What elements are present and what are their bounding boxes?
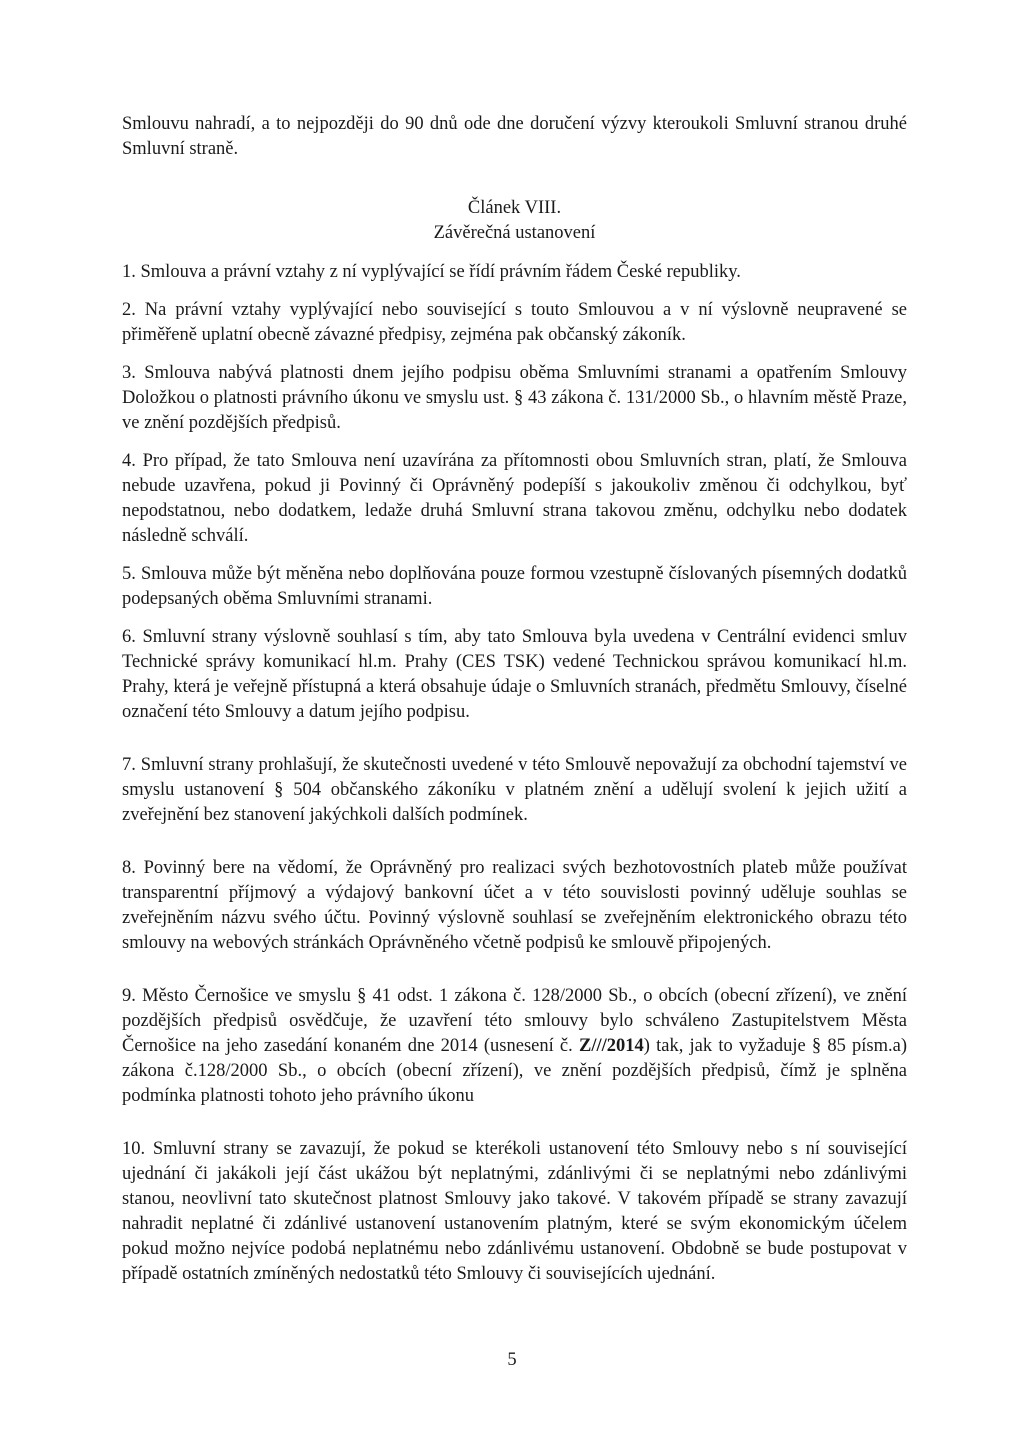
clause-6: 6. Smluvní strany výslovně souhlasí s tím, aby tato Smlouva byla uvedena v Centrální evidenci smluv Technické správy komunikací hl.m. Prahy (CES TSK) vedené Technickou správou komunikací hl.m. Prahy, která je veřejně přístupná a která obsahuje údaje o Smluvních stranách, předmětu Smlouvy, číselné označení této Smlouvy a datum jejího podpisu. bbox=[122, 627, 907, 722]
clause-9 bbox=[122, 984, 907, 1109]
article-title: Závěrečná ustanovení bbox=[433, 223, 596, 243]
clause-1: 1. Smlouva a právní vztahy z ní vyplývající se řídí právním řádem České republiky. bbox=[122, 262, 741, 282]
clause-2: 2. Na právní vztahy vyplývající nebo související s touto Smlouvou a v ní výslovně neupravené se přiměřeně uplatní obecně závazné předpisy, zejména pak občanský zákoník. bbox=[122, 300, 907, 345]
clause-8: 8. Povinný bere na vědomí, že Oprávněný pro realizaci svých bezhotovostních plateb může používat transparentní příjmový a výdajový bankovní účet a v této souvislosti povinný uděluje souhlas se zveřejněním názvu svého účtu. Povinný výslovně souhlasí se zveřejněním elektronického obrazu této smlouvy na webových stránkách Oprávněného včetně podpisů ke smlouvě připojených. bbox=[122, 858, 907, 953]
clause-9-text-after: ) tak, jak to vyžaduje § 85 písm.a) zákona č.128/2000 Sb., o obcích (obecní zřízení), ve znění pozdějších předpisů, čímž je splněna podmínka platnosti tohoto jeho právního úkonu bbox=[122, 1036, 908, 1106]
clause-7: 7. Smluvní strany prohlašují, že skutečnosti uvedené v této Smlouvě nepovažují za obchodní tajemství ve smyslu ustanovení § 504 občanského zákoníku v platném znění a udělují svolení k jejich užití a zveřejnění bez stanovení jakýchkoli dalších podmínek. bbox=[122, 755, 907, 825]
clause-9-text-before: 9. Město Černošice ve smyslu § 41 odst. 1 zákona č. 128/2000 Sb., o obcích (obecní zřízení), ve znění pozdějších předpisů osvědčuje, že uzavření této smlouvy bylo schváleno Zastupitelstvem Města Černošice na jeho zasedání konaném dne 2014 (usnesení č. bbox=[122, 986, 907, 1056]
page-number: 5 bbox=[507, 1350, 517, 1370]
article-heading bbox=[122, 196, 907, 246]
clause-3: 3. Smlouva nabývá platnosti dnem jejího podpisu oběma Smluvními stranami a opatřením Smlouvy Doložkou o platnosti právního úkonu ve smyslu ust. § 43 zákona č. 131/2000 Sb., o hlavním městě Praze, ve znění pozdějších předpisů. bbox=[122, 363, 907, 433]
intro-paragraph: Smlouvu nahradí, a to nejpozději do 90 dnů ode dne doručení výzvy kteroukoli Smluvní stranou druhé Smluvní straně. bbox=[122, 114, 907, 159]
resolution-number: Z///2014 bbox=[578, 1036, 644, 1056]
clause-5: 5. Smlouva může být měněna nebo doplňována pouze formou vzestupně číslovaných písemných dodatků podepsaných oběma Smluvními stranami. bbox=[122, 564, 907, 609]
clause-4: 4. Pro případ, že tato Smlouva není uzavírána za přítomnosti obou Smluvních stran, platí, že Smlouva nebude uzavřena, pokud ji Povinný či Oprávněný podepíší s jakoukoliv změnou či odchylkou, byť nepodstatnou, nebo dodatkem, ledaže druhá Smluvní strana takovou změnu, odchylku nebo dodatek následně schválí. bbox=[122, 451, 907, 546]
article-number: Článek VIII. bbox=[467, 198, 562, 218]
document-page bbox=[122, 112, 907, 1300]
clause-10: 10. Smluvní strany se zavazují, že pokud se kterékoli ustanovení této Smlouvy nebo s ní související ujednání či jakákoli její část ukážou být neplatnými, zdánlivými či se neplatnými nebo zdánlivými stanou, neovlivní tato skutečnost platnost Smlouvy jako takové. V takovém případě se strany zavazují nahradit neplatné či zdánlivé ustanovení ustanovením platným, které se svým ekonomickým účelem pokud možno nejvíce podobá neplatnému nebo zdánlivému ustanovení. Obdobně se bude postupovat v případě ostatních zmíněných nedostatků této Smlouvy či souvisejících ujednání. bbox=[122, 1139, 907, 1284]
